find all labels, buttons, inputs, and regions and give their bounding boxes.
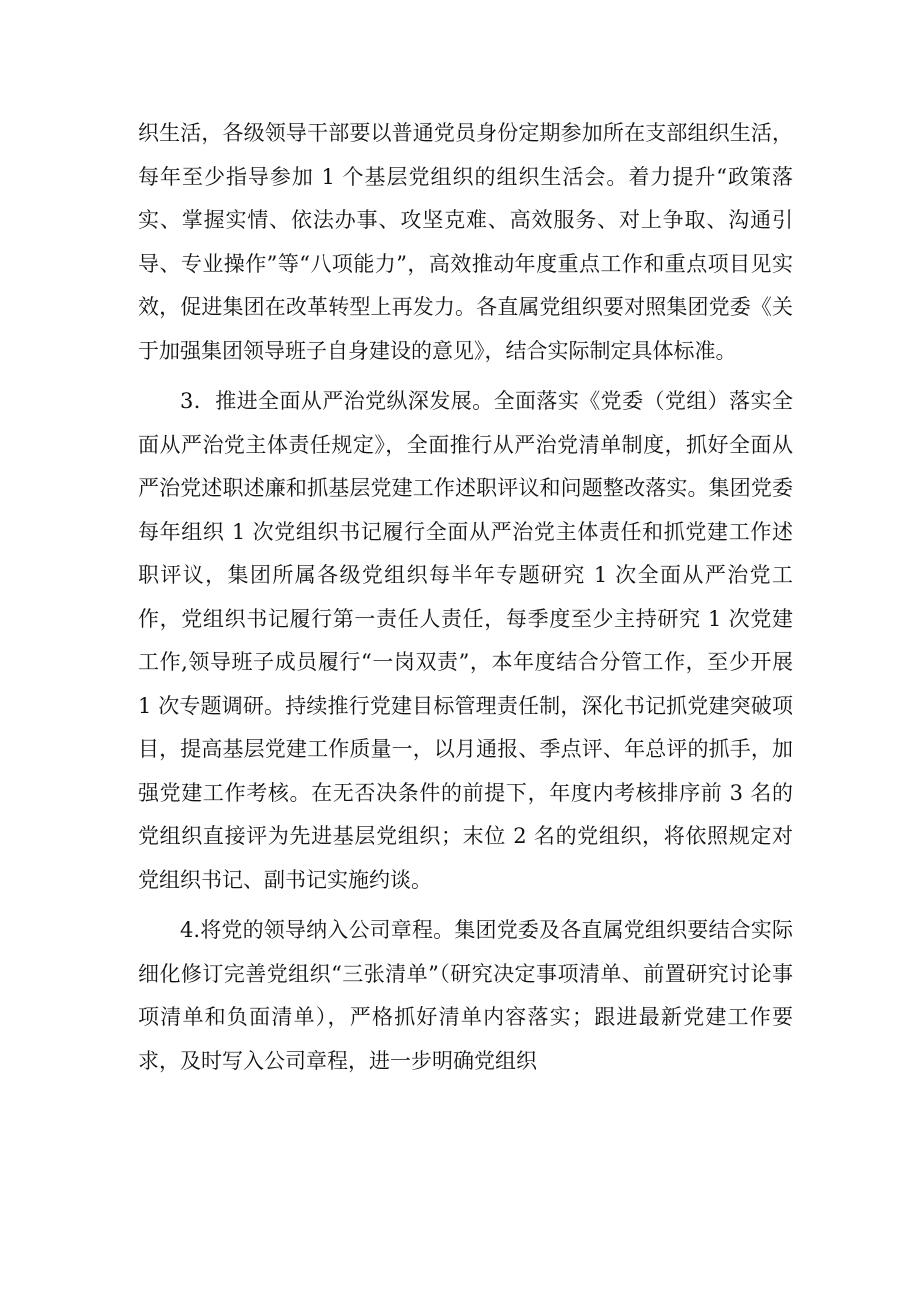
paragraph-spacer: [138, 373, 793, 380]
document-body: [138, 112, 793, 1083]
paragraph-spacer: [138, 902, 793, 909]
paragraph-item-3: 3．推进全面从严治党纵深发展。全面落实《党委（党组）落实全面从严治党主体责任规定》，全面推行从严治党清单制度，抓好全面从严治党述职述廉和抓基层党建工作述职评议和问题整改落实。集团党委每年组织 1 次党组织书记履行全面从严治党主体责任和抓党建工作述职评议，集团所属各级党组织每半年专题研究 1 次全面从严治党工作，党组织书记履行第一责任人责任，每季度至少主持研究 1 次党建工作,领导班子成员履行“一岗双责”，本年度结合分管工作，至少开展 1 次专题调研。持续推行党建目标管理责任制，深化书记抓党建突破项目，提高基层党建工作质量一，以月通报、季点评、年总评的抓手，加强党建工作考核。在无否决条件的前提下，年度内考核排序前 3 名的党组织直接评为先进基层党组织；末位 2 名的党组织，将依照规定对党组织书记、副书记实施约谈。: [138, 389, 793, 892]
paragraph-item-4: 4.将党的领导纳入公司章程。集团党委及各直属党组织要结合实际细化修订完善党组织“三张清单”（研究决定事项清单、前置研究讨论事项清单和负面清单），严格抓好清单内容落实；跟进最新党建工作要求，及时写入公司章程，进一步明确党组织: [138, 918, 793, 1073]
paragraph-continuation: 织生活，各级领导干部要以普通党员身份定期参加所在支部组织生活，每年至少指导参加 1 个基层党组织的组织生活会。着力提升“政策落实、掌握实情、依法办事、攻坚克难、高效服务、对上争取、沟通引导、专业操作”等“八项能力”，高效推动年度重点工作和重点项目见实效，促进集团在改革转型上再发力。各直属党组织要对照集团党委《关于加强集团领导班子自身建设的意见》，结合实际制定具体标准。: [138, 121, 793, 363]
